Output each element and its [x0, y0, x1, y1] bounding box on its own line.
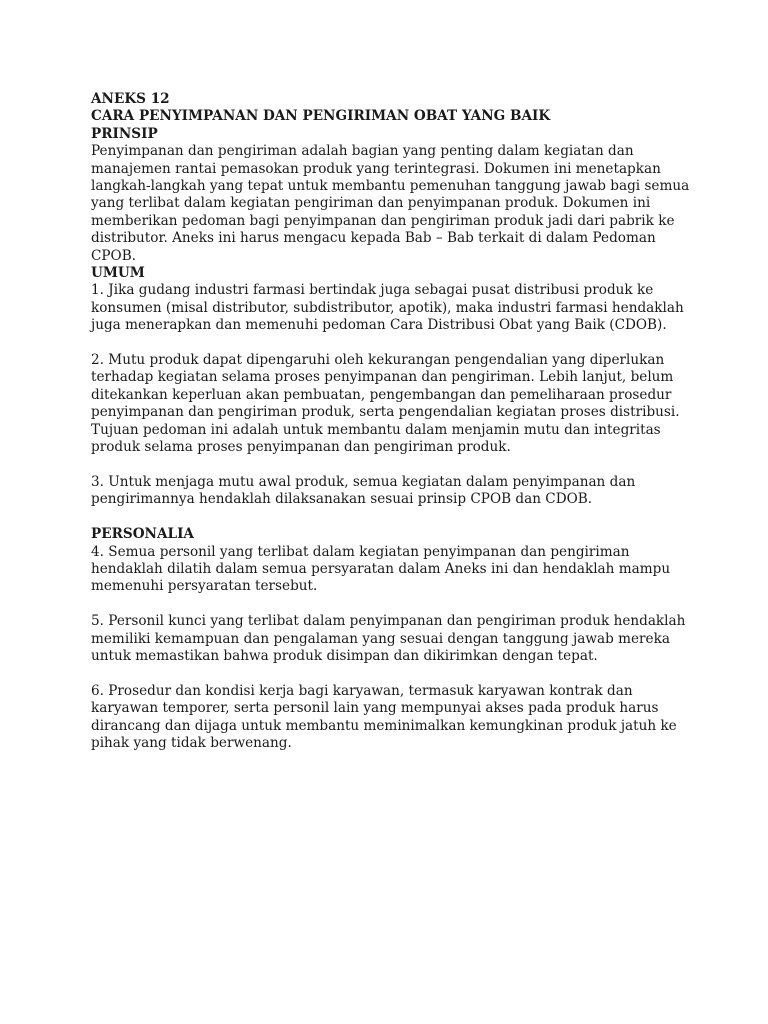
- umum-item-3: 3. Untuk menjaga mutu awal produk, semua kegiatan dalam penyimpanan dan pengirimannya hendaklah dilaksanakan sesuai prinsip CPOB dan CDOB.: [91, 473, 636, 508]
- paragraph-gap: [91, 509, 691, 526]
- document-title: CARA PENYIMPANAN DAN PENGIRIMAN OBAT YANG BAIK: [91, 108, 551, 125]
- paragraph-gap: [91, 457, 691, 474]
- section-heading-umum: UMUM: [91, 265, 145, 282]
- document-page: [91, 91, 691, 752]
- personalia-item-6: 6. Prosedur dan kondisi kerja bagi karyawan, termasuk karyawan kontrak dan karyawan temporer, serta personil lain yang mempunyai akses pada produk harus dirancang dan dijaga untuk membantu meminimalkan kemungkinan produk jatuh ke pihak yang tidak berwenang.: [91, 682, 677, 751]
- paragraph-gap: [91, 335, 691, 352]
- personalia-item-5: 5. Personil kunci yang terlibat dalam penyimpanan dan pengiriman produk hendaklah memiliki kemampuan dan pengalaman yang sesuai dengan tanggung jawab mereka untuk memastikan bahwa produk disimpan dan dikirimkan dengan tepat.: [91, 613, 686, 664]
- umum-item-2: 2. Mutu produk dapat dipengaruhi oleh kekurangan pengendalian yang diperlukan terhadap kegiatan selama proses penyimpanan dan pengiriman. Lebih lanjut, belum ditekankan keperluan akan pembuatan, pengembangan dan pemeliharaan prosedur penyimpanan dan pengiriman produk, serta pengendalian kegiatan proses distribusi. Tujuan pedoman ini adalah untuk membantu dalam menjamin mutu dan integritas produk selama proses penyimpanan dan pengiriman produk.: [91, 352, 680, 456]
- annex-number: ANEKS 12: [91, 91, 170, 107]
- paragraph-gap: [91, 596, 691, 613]
- section-heading-personalia: PERSONALIA: [91, 526, 194, 543]
- paragraph-gap: [91, 665, 691, 682]
- prinsip-paragraph: Penyimpanan dan pengiriman adalah bagian yang penting dalam kegiatan dan manajemen rantai pemasokan produk yang terintegrasi. Dokumen ini menetapkan langkah-langkah yang tepat untuk membantu pemenuhan tanggung jawab bagi semua yang terlibat dalam kegiatan pengiriman dan penyimpanan produk. Dokumen ini memberikan pedoman bagi penyimpanan dan pengiriman produk jadi dari pabrik ke distributor. Aneks ini harus mengacu kepada Bab – Bab terkait di dalam Pedoman CPOB.: [91, 143, 690, 264]
- personalia-item-4: 4. Semua personil yang terlibat dalam kegiatan penyimpanan dan pengiriman hendaklah dilatih dalam semua persyaratan dalam Aneks ini dan hendaklah mampu memenuhi persyaratan tersebut.: [91, 543, 671, 595]
- section-heading-prinsip: PRINSIP: [91, 125, 158, 142]
- umum-item-1: 1. Jika gudang industri farmasi bertindak juga sebagai pusat distribusi produk ke konsumen (misal distributor, subdistributor, apotik), maka industri farmasi hendaklah juga menerapkan dan memenuhi pedoman Cara Distribusi Obat yang Baik (CDOB).: [91, 282, 684, 334]
